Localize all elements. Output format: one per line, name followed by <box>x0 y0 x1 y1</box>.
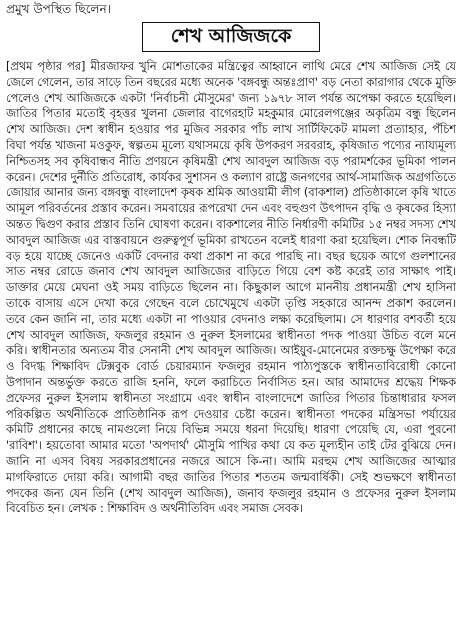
article-text: মীরজাফর খুনি মোশতাকের মন্ত্রিত্বের আহ্বানে লাথি মেরে শেখ আজিজ সেই যে জেলে গেলেন, তার সাড়ে তিন বছরের মধ্যে অনেক 'বঙ্গবন্ধু অন্তঃপ্রাণ' বড় নেতা কারাগার থেকে মুক্তি পেলেও শেখ আজিজকে একটা 'নির্বাচনী মৌসুমের' জন্য ১৯৭৮ সাল পর্যন্ত অপেক্ষা করতে হয়েছিল। জাতির পিতার মতোই বৃহত্তর খুলনা জেলার বাগেরহাট মহকুমার মোরেলগঞ্জের অকৃত্রিম বন্ধু ছিলেন শেখ আজিজ। দেশ স্বাধীন হওয়ার পর মুজিব সরকার পাঁচ লাখ সার্টিফিকেট মামলা প্রত্যাহার, পঁচিশ বিঘা পর্যন্ত খাজনা মওকুফ, স্বল্পতম মূল্যে যথাসময়ে কৃষি উপকরণ সরবরাহ, কৃষিজাত পণ্যের ন্যায্যমূল্য নিশ্চিতসহ সব কৃষিবান্ধব নীতি প্রণয়নে কৃষিমন্ত্রী শেখ আবদুল আজিজ বড় পরামর্শকের ভূমিকা পালন করেন। দেশের দুর্নীতি প্রতিরোধ, কার্যকর সুশাসন ও কল্যাণ রাষ্ট্রে জনগণের আর্থ-সামাজিক অগ্রগতিতে জোয়ার আনার জন্য বঙ্গবন্ধু বাংলাদেশ কৃষক শ্রমিক আওয়ামী লীগ (বাকশাল) প্রতিষ্ঠাকালে কৃষি খাতে আমূল পরিবর্তনের প্রস্তাব করেন। সমবায়ের রূপরেখা দেন এবং বহুগুণ উৎপাদন বৃদ্ধি ও কৃষকের হিস্যা অন্তত দ্বিগুণ করার প্রস্তাব তিনি ঘোষণা করেন। বাকশালের নীতি নির্ধারণী কমিটির ১৫ নম্বর সদস্য শেখ আবদুল আজিজ এর বাস্তবায়নে গুরুত্বপূর্ণ ভূমিকা রাখতেন বলেই ধারণা করা হয়েছিল। শোক নিবন্ধটি বড় হয়ে যাচ্ছে জেনেও একটি বেদনার কথা প্রকাশ না করে পারছি না। বছর ছয়েক আগে গুলশানের সাত নম্বর রোডে জনাব শেখ আবদুল আজিজের বাড়িতে গিয়ে বেশ কষ্ট করেই তার সাক্ষাৎ পাই। ডাক্তার মেয়ে মেঘনা ওই সময় বাড়িতে ছিলেন না। কিছুকাল আগে মাননীয় প্রধানমন্ত্রী শেখ হাসিনা তাকে বাসায় এসে দেখা করে গেছেন বলে চোখেমুখে একটা তৃপ্তি সহকারে আনন্দ প্রকাশ করলেন। তবে কেন জানি না, তার মধ্যে একটা না পাওয়ার বেদনাও লক্ষ্য করেছিলাম। সে ধারণার বশবর্তী হয়ে শেখ আবদুল আজিজ, ফজলুর রহমান ও নুরুল ইসলামের স্বাধীনতা পদক পাওয়া উচিত বলে মনে করি। স্বাধীনতার অন্যতম বীর সেনানী শেখ আবদুল আজিজ। আইয়ুব-মোনেমের রক্তচক্ষু উপেক্ষা করে ও বিদগ্ধ শিক্ষাবিদ টেক্সবুক বোর্ড চেয়ারম্যান ফজলুর রহমান পাঠ্যপুস্তকে স্বাধীনতাবিরোধী কোনো উপাদান অন্তর্ভুক্ত করতে রাজি হননি, ফলে করাচিতে নির্বাসিত হন। আর আমাদের শ্রদ্ধেয় শিক্ষক প্রফেসর নুরুল ইসলাম স্বাধীনতা সংগ্রামে এবং স্বাধীন বাংলাদেশে জাতির পিতার চিন্তাধারার ফসল পরিকল্পিত অর্থনীতিকে প্রাতিষ্ঠানিক রূপ দেওয়ার চেষ্টা করেন। স্বাধীনতা পদকের মন্ত্রিসভা পর্যায়ের কমিটি প্রধানের কাছে নামগুলো নিয়ে বিভিন্ন সময়ে ধরনা দিয়েছি। ধারণা পেয়েছি যে, এরা পুরনো 'রাবিশ'। হয়তোবা আমার মতো 'অপদার্থ' মৌসুমি পাখির কথা যে কত মূল্যহীন তাই টের বুঝিয়ে দেন। জানি না এসব বিষয় সরকারপ্রধানের নজরে আসে কি-না। আমি মরহুম শেখ আজিজের আত্মার মাগফিরাতে দোয়া করি। আগামী বছর জাতির পিতার শততম জন্মবার্ষিকী। সেই শুভক্ষণে স্বাধীনতা পদকের জন্য যেন তিনি (শেখ আবদুল আজিজ), জনাব ফজলুর রহমান ও প্রফেসর নুরুল ইসলাম বিবেচিত হন। লেখক : শিক্ষাবিদ ও অর্থনীতিবিদ এবং সমাজ সেবক। <box>6 60 456 516</box>
continued-from-label: [প্রথম পৃষ্ঠার পর] <box>6 60 86 73</box>
article-body <box>6 59 456 629</box>
headline: শেখ আজিজকে <box>142 22 321 52</box>
previous-article-fragment: প্রমুখ উপস্থিত ছিলেন। <box>6 2 111 16</box>
headline-container <box>6 22 456 52</box>
